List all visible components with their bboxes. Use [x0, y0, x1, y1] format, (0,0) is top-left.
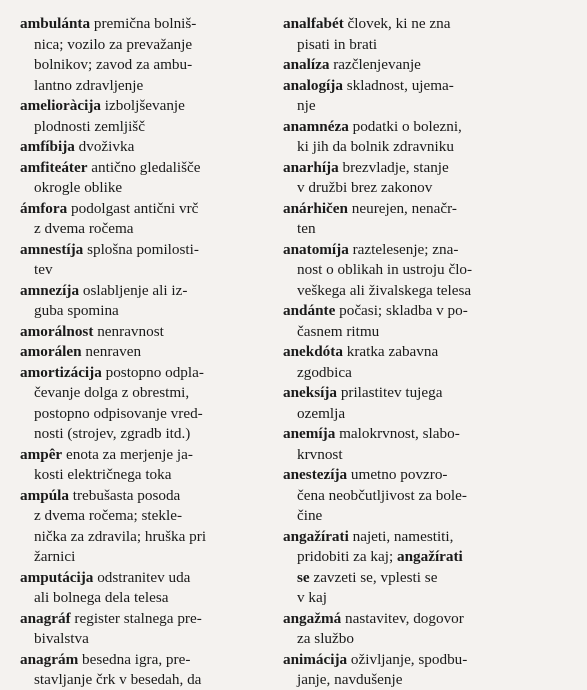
- definition-text: nica; vozilo za prevažanje: [34, 35, 193, 53]
- entry-line: [283, 55, 573, 76]
- definition-text: postopno odpisovanje vred-: [34, 404, 203, 422]
- definition-text: raztelesenje; zna-: [348, 240, 459, 258]
- entry-continuation-line: [283, 219, 573, 240]
- definition-text: kosti električnega toka: [34, 466, 172, 483]
- entry-continuation-line: [20, 506, 272, 527]
- entry-continuation-line: [20, 260, 272, 281]
- definition-text: janje, navdušenje: [297, 671, 403, 688]
- entry-continuation-line: [20, 35, 272, 56]
- definition-text: bivalstva: [34, 630, 89, 647]
- headword: anatomíja: [283, 240, 349, 258]
- entry-line: [20, 342, 272, 363]
- headword: anagrám: [20, 650, 79, 668]
- definition-text: ali bolnega dela telesa: [34, 589, 169, 606]
- headword: amorálnost: [20, 322, 94, 340]
- definition-text: odstranitev uda: [93, 568, 191, 586]
- definition-text: splošna pomilosti-: [83, 240, 199, 258]
- entry-continuation-line: [20, 76, 272, 97]
- definition-text: nje: [297, 97, 316, 114]
- entry-line: [20, 650, 272, 671]
- entry-line: [20, 199, 272, 220]
- entry-continuation-line: [20, 527, 272, 548]
- headword: ambulánta: [20, 15, 91, 32]
- entry-line: [20, 363, 272, 384]
- definition-text: enota za merjenje ja-: [62, 445, 193, 463]
- entry-line: [283, 301, 573, 322]
- entry-line: [283, 424, 573, 445]
- definition-text: z dvema ročema; stekle-: [34, 507, 183, 524]
- definition-text: besedna igra, pre-: [78, 650, 191, 668]
- entry-line: [283, 158, 573, 179]
- entry-continuation-line: [20, 670, 272, 690]
- definition-text: za službo: [297, 630, 354, 647]
- entry-continuation-line: [283, 670, 573, 690]
- entry-continuation-line: [283, 178, 573, 199]
- definition-text: najeti, namestiti,: [348, 527, 454, 545]
- definition-text: lantno zdravljenje: [34, 76, 144, 94]
- definition-text: register stalnega pre-: [70, 609, 202, 627]
- definition-text: ki jih da bolnik zdravniku: [297, 138, 454, 155]
- definition-text: nastavitev, dogovor: [341, 609, 464, 627]
- entry-continuation-line: [283, 486, 573, 507]
- definition-text: neurejen, nenačr-: [347, 199, 457, 217]
- definition-text: premična bolniš-: [90, 15, 197, 32]
- headword: amputácija: [20, 568, 94, 586]
- entry-continuation-line: [283, 322, 573, 343]
- headword: angažmá: [283, 609, 342, 627]
- definition-text: čena neobčutljivost za bole-: [297, 486, 467, 504]
- headword: anestezíja: [283, 466, 348, 483]
- headword: anarhíja: [283, 158, 339, 176]
- entry-continuation-line: [283, 445, 573, 466]
- entry-continuation-line: [283, 588, 573, 609]
- definition-text: zgodbica: [297, 363, 352, 381]
- entry-continuation-line: [283, 281, 573, 302]
- headword: se: [297, 568, 310, 586]
- definition-text: nenravnost: [93, 322, 164, 340]
- entry-continuation-line: [283, 547, 573, 568]
- entry-line: [283, 76, 573, 97]
- entry-continuation-line: [283, 506, 573, 527]
- entry-line: [20, 322, 272, 343]
- entry-continuation-line: [20, 178, 272, 199]
- definition-text: prilastitev tujega: [337, 384, 443, 401]
- definition-text: oslabljenje ali iz-: [79, 281, 188, 299]
- entry-line: [283, 14, 573, 35]
- entry-continuation-line: [283, 568, 573, 589]
- entry-line: [20, 445, 272, 466]
- definition-text: z dvema ročema: [34, 220, 134, 237]
- entry-line: [20, 281, 272, 302]
- definition-text: oživljanje, spodbu-: [347, 650, 468, 668]
- entry-line: [283, 383, 573, 404]
- entry-line: [283, 199, 573, 220]
- entry-continuation-line: [20, 383, 272, 404]
- definition-text: nenraven: [81, 343, 142, 360]
- entry-continuation-line: [20, 55, 272, 76]
- definition-text: krvnost: [297, 445, 343, 463]
- entry-line: [283, 240, 573, 261]
- entry-line: [20, 137, 272, 158]
- definition-text: v družbi brez zakonov: [297, 179, 433, 196]
- definition-text: bolnikov; zavod za ambu-: [34, 56, 193, 73]
- definition-text: pridobiti za kaj;: [297, 548, 397, 565]
- left-column: [20, 14, 272, 690]
- definition-text: izboljševanje: [100, 97, 185, 114]
- entry-continuation-line: [20, 219, 272, 240]
- headword: andánte: [283, 302, 336, 319]
- headword: angažírati: [283, 527, 349, 545]
- definition-text: počasi; skladba v po-: [335, 302, 468, 319]
- definition-text: časnem ritmu: [297, 322, 380, 340]
- entry-continuation-line: [283, 96, 573, 117]
- definition-text: guba spomina: [34, 302, 119, 319]
- headword: amelioràcija: [20, 97, 101, 114]
- entry-continuation-line: [20, 301, 272, 322]
- headword: amnezíja: [20, 281, 80, 299]
- definition-text: dvoživka: [74, 138, 135, 155]
- headword: anekdóta: [283, 343, 343, 360]
- definition-text: plodnosti zemljišč: [34, 117, 145, 135]
- headword: anárhičen: [283, 199, 348, 217]
- entry-continuation-line: [20, 117, 272, 138]
- entry-line: [20, 14, 272, 35]
- entry-line: [283, 609, 573, 630]
- definition-text: trebušasta posoda: [68, 486, 181, 504]
- definition-text: malokrvnost, slabo-: [335, 425, 460, 442]
- definition-text: človek, ki ne zna: [343, 15, 451, 32]
- entry-continuation-line: [283, 137, 573, 158]
- headword: analogíja: [283, 76, 343, 94]
- definition-text: pisati in brati: [297, 35, 378, 53]
- headword: ámfora: [20, 199, 68, 217]
- definition-text: žarnici: [34, 548, 76, 565]
- entry-line: [283, 650, 573, 671]
- entry-continuation-line: [20, 424, 272, 445]
- headword: analíza: [283, 56, 330, 73]
- headword: animácija: [283, 650, 348, 668]
- entry-continuation-line: [283, 260, 573, 281]
- entry-continuation-line: [20, 547, 272, 568]
- definition-text: ten: [297, 220, 316, 237]
- definition-text: podatki o bolezni,: [348, 117, 462, 135]
- headword: amnestíja: [20, 240, 84, 258]
- definition-text: zavzeti se, vplesti se: [309, 568, 438, 586]
- entry-line: [283, 527, 573, 548]
- entry-continuation-line: [283, 35, 573, 56]
- entry-continuation-line: [283, 404, 573, 425]
- definition-text: antično gledališče: [87, 158, 201, 176]
- headword: ampúla: [20, 486, 69, 504]
- entry-line: [20, 568, 272, 589]
- definition-text: veškega ali živalskega telesa: [297, 281, 472, 299]
- entry-line: [20, 240, 272, 261]
- definition-text: umetno povzro-: [347, 466, 448, 483]
- definition-text: tev: [34, 261, 53, 278]
- headword: anamnéza: [283, 117, 349, 135]
- entry-continuation-line: [20, 629, 272, 650]
- definition-text: postopno odpla-: [101, 363, 204, 381]
- headword: analfabét: [283, 15, 344, 32]
- definition-text: brezvladje, stanje: [338, 158, 449, 176]
- headword: amorálen: [20, 343, 82, 360]
- headword: anemíja: [283, 425, 336, 442]
- definition-text: čine: [297, 507, 323, 524]
- headword: amfíbija: [20, 138, 75, 155]
- definition-text: nosti (strojev, zgradb itd.): [34, 425, 191, 442]
- definition-text: stavljanje črk v besedah, da: [34, 671, 202, 688]
- definition-text: skladnost, ujema-: [342, 76, 454, 94]
- entry-line: [20, 96, 272, 117]
- entry-line: [20, 486, 272, 507]
- headword: anagráf: [20, 609, 71, 627]
- headword: aneksíja: [283, 384, 338, 401]
- right-column: [283, 14, 573, 690]
- headword: angažírati: [396, 548, 463, 565]
- definition-text: nost o oblikah in ustroju člo-: [297, 261, 473, 278]
- definition-text: ozemlja: [297, 404, 346, 422]
- entry-line: [283, 342, 573, 363]
- headword: ampêr: [20, 445, 63, 463]
- definition-text: okrogle oblike: [34, 179, 123, 196]
- definition-text: čevanje dolga z obrestmi,: [34, 384, 190, 401]
- definition-text: kratka zabavna: [342, 343, 439, 360]
- entry-continuation-line: [283, 363, 573, 384]
- entry-continuation-line: [283, 629, 573, 650]
- entry-line: [283, 117, 573, 138]
- entry-continuation-line: [20, 465, 272, 486]
- entry-line: [20, 609, 272, 630]
- entry-continuation-line: [20, 588, 272, 609]
- entry-line: [283, 465, 573, 486]
- definition-text: v kaj: [297, 589, 327, 606]
- entry-line: [20, 158, 272, 179]
- headword: amortizácija: [20, 363, 102, 381]
- definition-text: razčlenjevanje: [329, 56, 421, 73]
- definition-text: podolgast antični vrč: [67, 199, 199, 217]
- entry-continuation-line: [20, 404, 272, 425]
- definition-text: nička za zdravila; hruška pri: [34, 527, 207, 545]
- headword: amfiteáter: [20, 158, 88, 176]
